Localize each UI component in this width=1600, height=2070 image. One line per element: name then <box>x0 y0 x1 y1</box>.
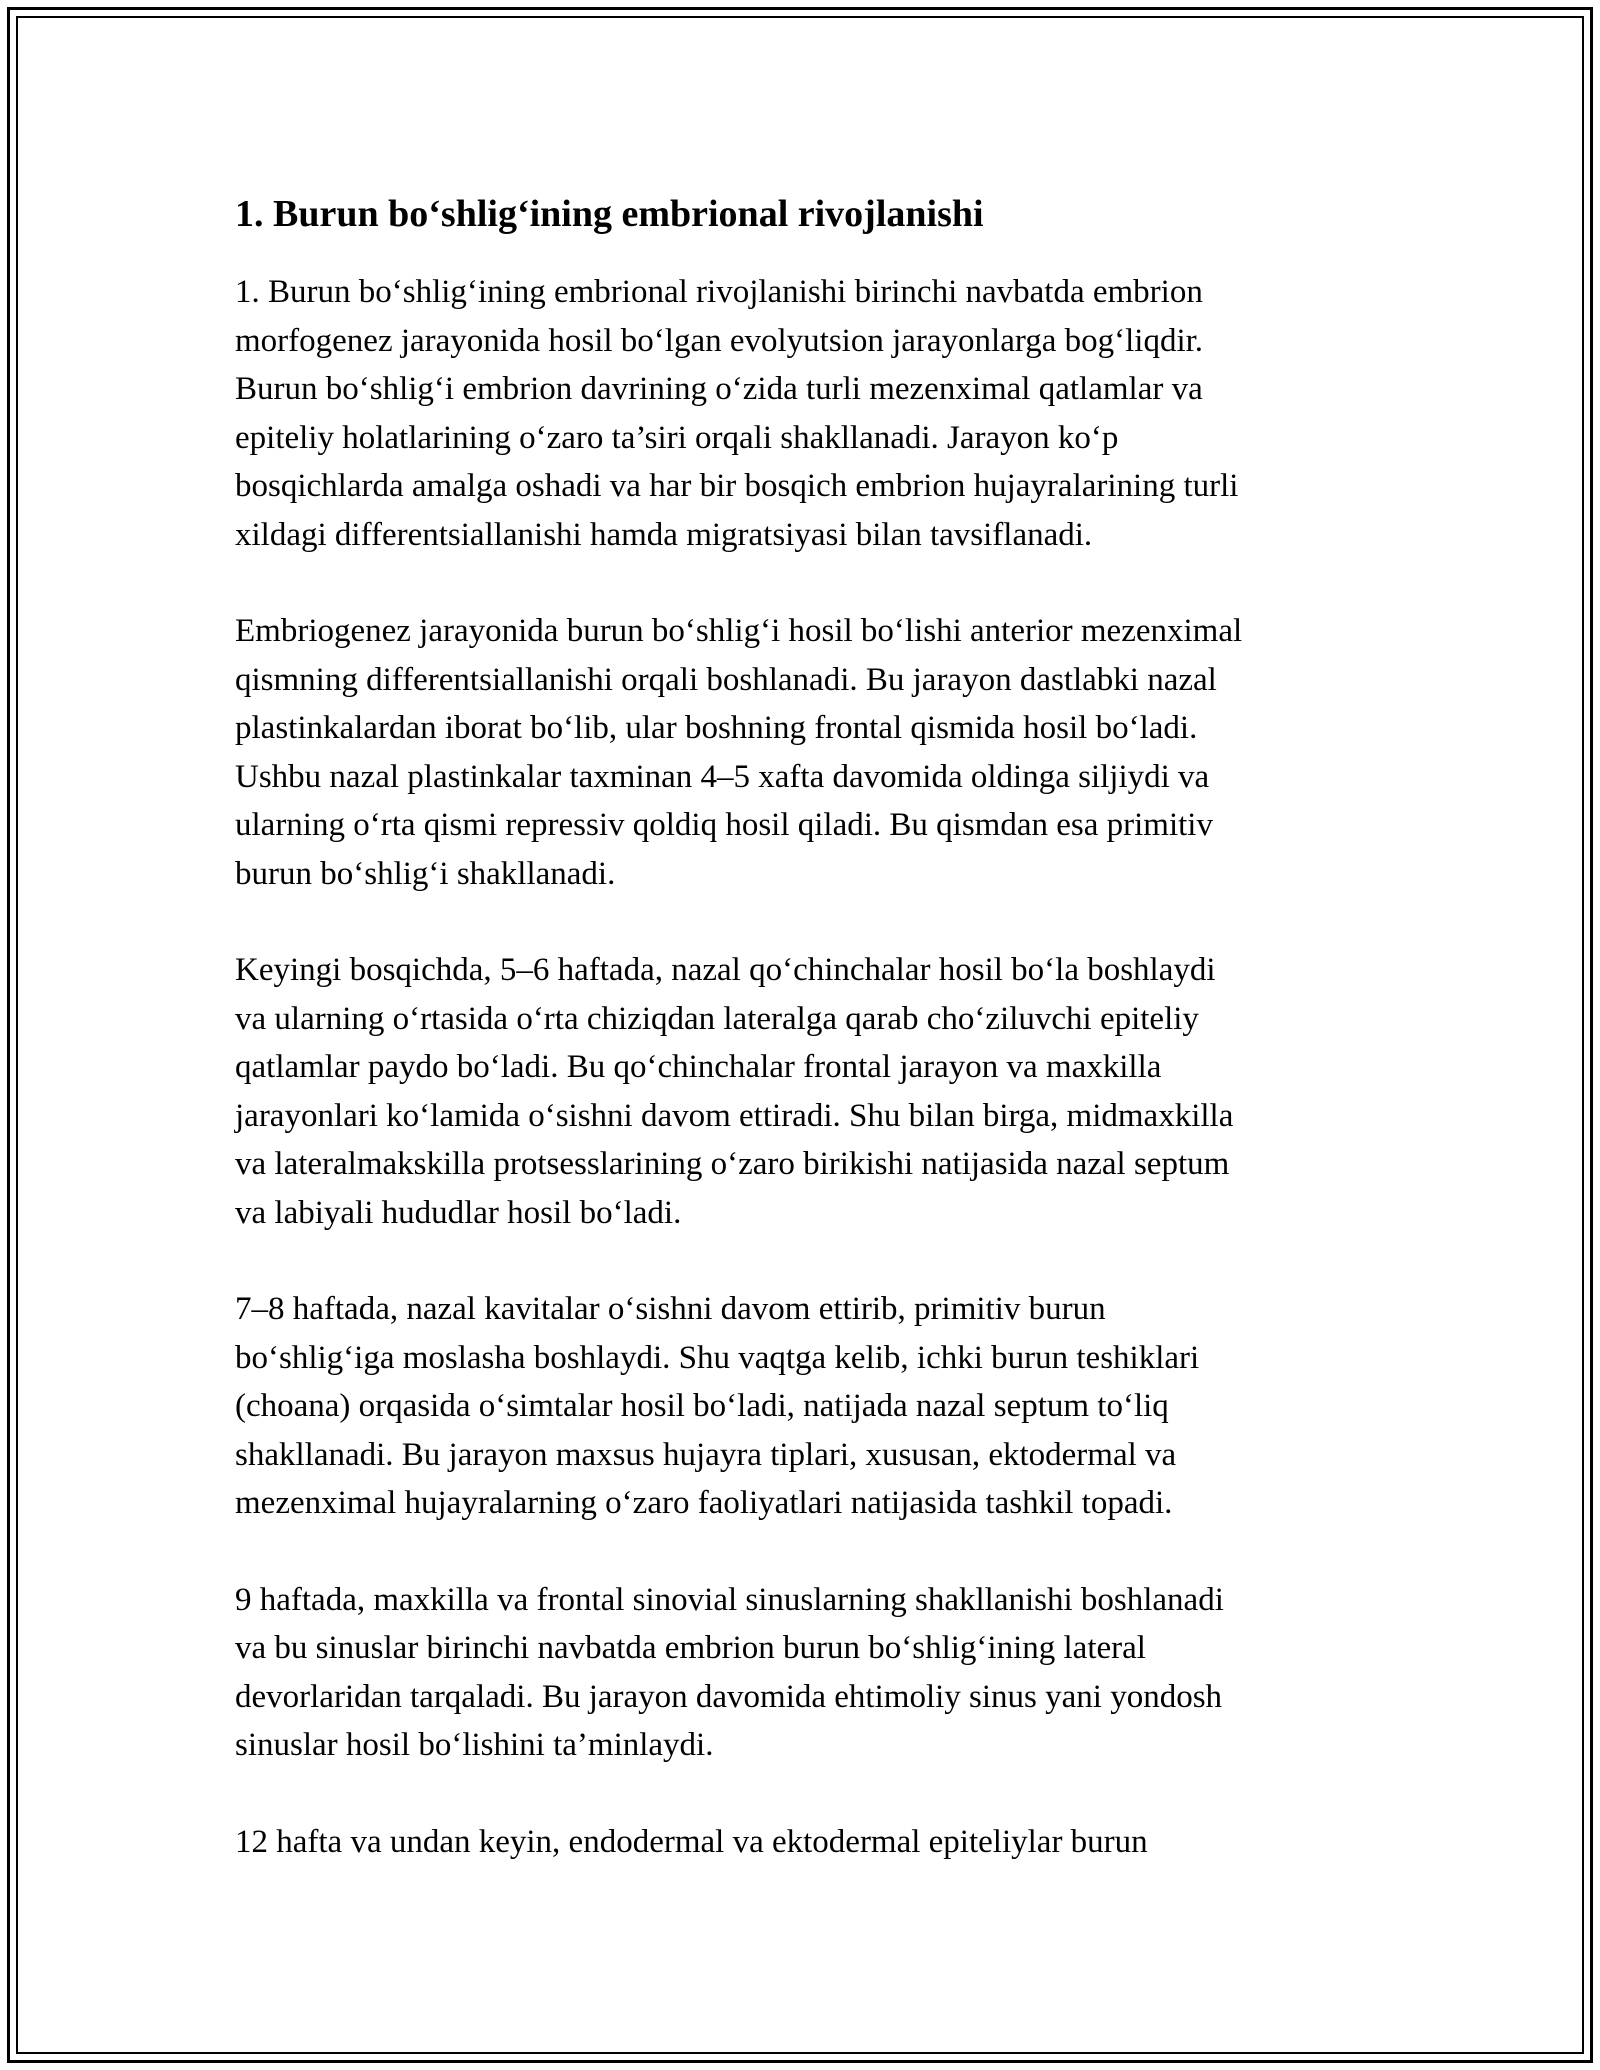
text-line: 9 haftada, maxkilla va frontal sinovial sinuslarning shakllanishi boshlanadi <box>235 1581 1224 1618</box>
text-line: devorlaridan tarqaladi. Bu jarayon davomida ehtimoliy sinus yani yondosh <box>235 1678 1223 1715</box>
text-line: 1. Burun bo‘shlig‘ining embrional rivojlanishi birinchi navbatda embrion <box>235 274 1203 310</box>
text-line: Keyingi bosqichda, 5–6 haftada, nazal qo‘chinchalar hosil bo‘la boshlaydi <box>235 952 1216 988</box>
text-line: epiteliy holatlarining o‘zaro ta’siri orqali shakllanadi. Jarayon ko‘p <box>235 419 1119 456</box>
text-line: morfogenez jarayonida hosil bo‘lgan evolyutsion jarayonlarga bog‘liqdir. <box>235 322 1204 359</box>
section-heading: 1. Burun bo‘shlig‘ining embrional rivojlanishi <box>235 193 984 235</box>
paragraph-list <box>235 268 1370 1866</box>
text-line: (choana) orqasida o‘simtalar hosil bo‘ladi, natijada nazal septum to‘liq <box>235 1388 1169 1424</box>
text-line: burun bo‘shlig‘i shakllanadi. <box>235 855 616 892</box>
text-line: jarayonlari ko‘lamida o‘sishni davom ettiradi. Shu bilan birga, midmaxkilla <box>235 1097 1234 1134</box>
text-line: bosqichlarda amalga oshadi va har bir bosqich embrion hujayralarining turli <box>235 468 1239 504</box>
text-line: va ularning o‘rtasida o‘rta chiziqdan lateralga qarab cho‘ziluvchi epiteliy <box>235 1000 1199 1037</box>
text-line: bo‘shlig‘iga moslasha boshlaydi. Shu vaqtga kelib, ichki burun teshiklari <box>235 1339 1200 1376</box>
text-line: qismning differentsiallanishi orqali boshlanadi. Bu jarayon dastlabki nazal <box>235 661 1217 698</box>
text-line: shakllanadi. Bu jarayon maxsus hujayra tiplari, xususan, ektodermal va <box>235 1436 1177 1473</box>
text-line: xildagi differentsiallanishi hamda migratsiyasi bilan tavsiflanadi. <box>235 516 1093 553</box>
body-paragraph <box>235 268 1370 559</box>
text-line: va bu sinuslar birinchi navbatda embrion burun bo‘shlig‘ining lateral <box>235 1630 1146 1666</box>
text-line: qatlamlar paydo bo‘ladi. Bu qo‘chinchalar frontal jarayon va maxkilla <box>235 1049 1162 1085</box>
body-paragraph <box>235 607 1370 898</box>
text-line: va labiyali hududlar hosil bo‘ladi. <box>235 1194 682 1231</box>
body-paragraph <box>235 1285 1370 1528</box>
text-line: Embriogenez jarayonida burun bo‘shlig‘i hosil bo‘lishi anterior mezenximal <box>235 613 1243 649</box>
document-body <box>235 184 1370 1914</box>
text-line: plastinkalardan iborat bo‘lib, ular boshning frontal qismida hosil bo‘ladi. <box>235 710 1198 746</box>
text-line: 7–8 haftada, nazal kavitalar o‘sishni davom ettirib, primitiv burun <box>235 1291 1106 1327</box>
text-line: mezenximal hujayralarning o‘zaro faoliyatlari natijasida tashkil topadi. <box>235 1485 1173 1521</box>
text-line: Ushbu nazal plastinkalar taxminan 4–5 xafta davomida oldinga siljiydi va <box>235 758 1210 795</box>
text-line: Burun bo‘shlig‘i embrion davrining o‘zida turli mezenximal qatlamlar va <box>235 371 1203 407</box>
text-line: 12 hafta va undan keyin, endodermal va ektodermal epiteliylar burun <box>235 1823 1148 1860</box>
text-line: va lateralmakskilla protsesslarining o‘zaro birikishi natijasida nazal septum <box>235 1146 1230 1182</box>
body-paragraph <box>235 946 1370 1237</box>
text-line: ularning o‘rta qismi repressiv qoldiq hosil qiladi. Bu qismdan esa primitiv <box>235 807 1213 843</box>
text-line: sinuslar hosil bo‘lishini ta’minlaydi. <box>235 1727 714 1763</box>
body-paragraph <box>235 1818 1370 1867</box>
body-paragraph <box>235 1576 1370 1770</box>
